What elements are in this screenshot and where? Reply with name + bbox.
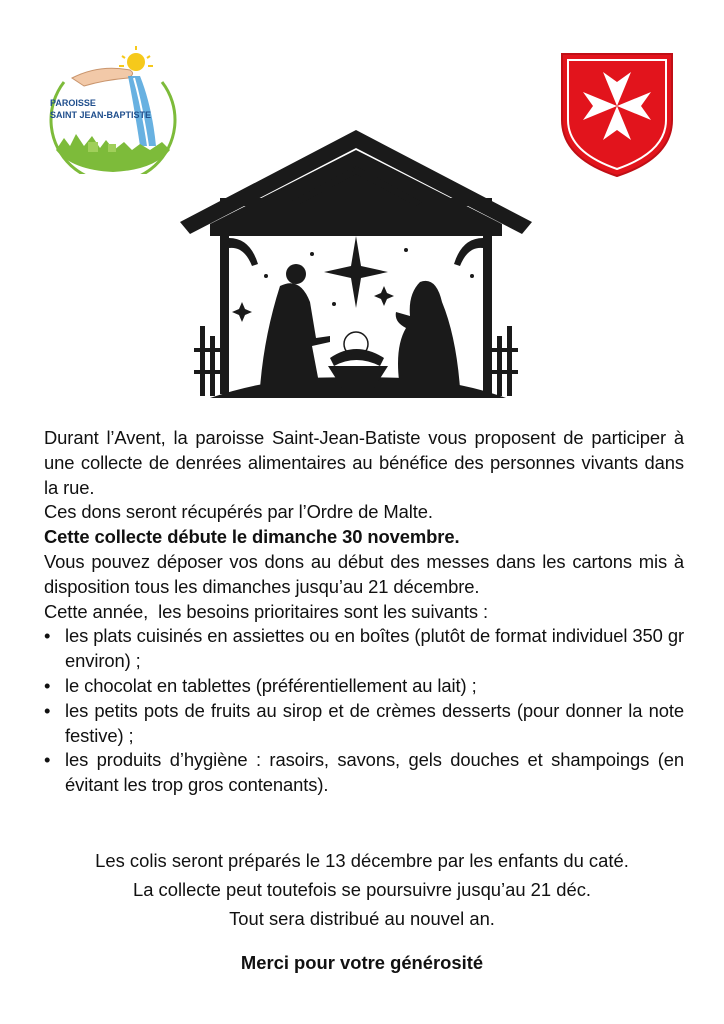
paroisse-name-line2: SAINT JEAN-BAPTISTE xyxy=(50,110,152,120)
need-text: les produits d’hygiène : rasoirs, savons, gels douches et shampoings (en évitant les trop gros contenants). xyxy=(65,749,684,796)
bullet-icon: • xyxy=(44,674,51,696)
needs-intro: Cette année, les besoins prioritaires sont les suivants : xyxy=(44,600,488,622)
sun-icon xyxy=(119,46,153,71)
list-item xyxy=(44,674,684,699)
maltese-cross-shield-icon xyxy=(558,50,676,178)
need-text: le chocolat en tablettes (préférentiellement au lait) ; xyxy=(65,674,477,696)
need-text: les plats cuisinés en assiettes ou en boîtes (plutôt de format individuel 350 gr environ) ; xyxy=(65,625,684,672)
paroisse-logo xyxy=(44,46,182,174)
list-item xyxy=(44,624,684,674)
bullet-icon: • xyxy=(44,625,51,647)
start-date-line: Cette collecte débute le dimanche 30 novembre. xyxy=(44,526,460,548)
closing-block xyxy=(0,846,724,933)
need-text: les petits pots de fruits au sirop et de crèmes desserts (pour donner la note festive) ; xyxy=(65,699,684,746)
paroisse-name-line1: PAROISSE xyxy=(50,98,96,108)
closing-line-3: Tout sera distribué au nouvel an. xyxy=(229,908,495,929)
bullet-icon: • xyxy=(44,699,51,721)
bullet-icon: • xyxy=(44,749,51,771)
nativity-scene-icon xyxy=(180,126,532,402)
needs-list xyxy=(44,624,684,798)
intro-paragraph: Durant l’Avent, la paroisse Saint-Jean-Batiste vous proposent de participer à une collecte de denrées alimentaires au bénéfice des personnes vivants dans la rue. xyxy=(44,427,684,498)
recipient-line: Ces dons seront récupérés par l’Ordre de Malte. xyxy=(44,501,433,523)
list-item xyxy=(44,699,684,749)
deposit-paragraph: Vous pouvez déposer vos dons au début des messes dans les cartons mis à disposition tous les dimanches jusqu’au 21 décembre. xyxy=(44,550,684,597)
thanks-line: Merci pour votre générosité xyxy=(240,952,484,973)
closing-line-2: La collecte peut toutefois se poursuivre jusqu’au 21 déc. xyxy=(132,879,591,900)
closing-line-1: Les colis seront préparés le 13 décembre par les enfants du caté. xyxy=(95,850,629,871)
list-item xyxy=(44,748,684,798)
announcement-body xyxy=(44,426,684,798)
